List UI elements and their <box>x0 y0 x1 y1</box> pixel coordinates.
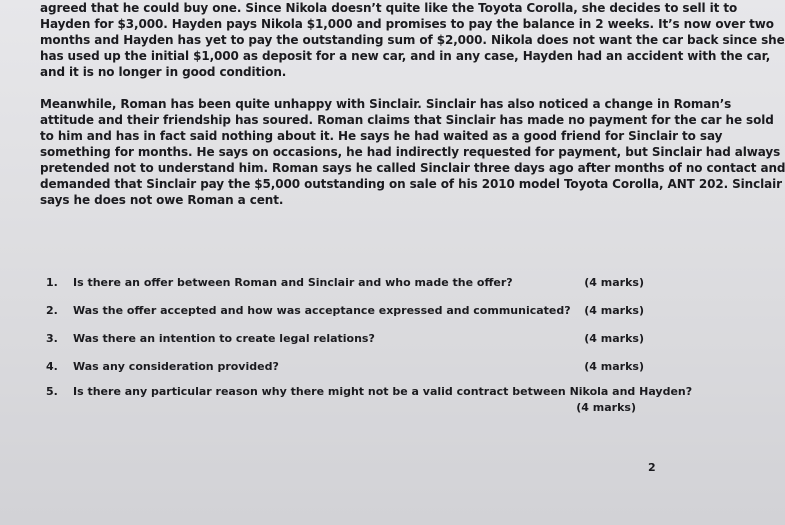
question-text: Is there any particular reason why there might not be a valid contract between Nikola and Hayden? <box>73 385 693 398</box>
question-marks: (4 marks) <box>584 360 644 373</box>
paragraph-line: has used up the initial $1,000 as deposit for a new car, and in any case, Hayden had an accident with the car, <box>40 49 771 63</box>
paragraph-line: pretended not to understand him. Roman says he called Sinclair three days ago after months of no contact and <box>40 161 785 175</box>
paragraph-roman-sinclair <box>40 96 785 208</box>
question-number: 4. <box>46 360 58 373</box>
paragraph-line: and it is no longer in good condition. <box>40 65 287 79</box>
question-number: 1. <box>46 276 58 289</box>
paragraph-line: something for months. He says on occasions, he had indirectly requested for payment, but Sinclair had always <box>40 145 781 159</box>
paragraph-line: Meanwhile, Roman has been quite unhappy with Sinclair. Sinclair has also noticed a change in Roman’s <box>40 97 732 111</box>
question-number: 5. <box>46 385 58 398</box>
question-number: 2. <box>46 304 58 317</box>
page-number: 2 <box>648 461 656 474</box>
question-marks: (4 marks) <box>584 332 644 345</box>
question-text: Is there an offer between Roman and Sinclair and who made the offer? <box>73 276 513 289</box>
paragraph-line: to him and has in fact said nothing about it. He says he had waited as a good friend for Sinclair to say <box>40 129 723 143</box>
paragraph-line: Hayden for $3,000. Hayden pays Nikola $1,000 and promises to pay the balance in 2 weeks. It’s now over two <box>40 17 774 31</box>
question-marks: (4 marks) <box>584 276 644 289</box>
question-text: Was any consideration provided? <box>73 360 279 373</box>
question-marks: (4 marks) <box>584 304 644 317</box>
paragraph-line: months and Hayden has yet to pay the outstanding sum of $2,000. Nikola does not want the car back since she <box>40 33 785 47</box>
paragraph-line: says he does not owe Roman a cent. <box>40 193 284 207</box>
paragraph-nikola-hayden <box>40 0 785 80</box>
question-number: 3. <box>46 332 58 345</box>
paragraph-line: demanded that Sinclair pay the $5,000 outstanding on sale of his 2010 model Toyota Corolla, ANT 202. Sinclair <box>40 177 782 191</box>
paragraph-line: agreed that he could buy one. Since Nikola doesn’t quite like the Toyota Corolla, she decides to sell it to <box>40 1 738 15</box>
question-text: Was the offer accepted and how was acceptance expressed and communicated? <box>73 304 571 317</box>
question-marks: (4 marks) <box>576 401 636 414</box>
question-text: Was there an intention to create legal relations? <box>73 332 375 345</box>
paragraph-line: attitude and their friendship has soured. Roman claims that Sinclair has made no payment for the car he sold <box>40 113 774 127</box>
